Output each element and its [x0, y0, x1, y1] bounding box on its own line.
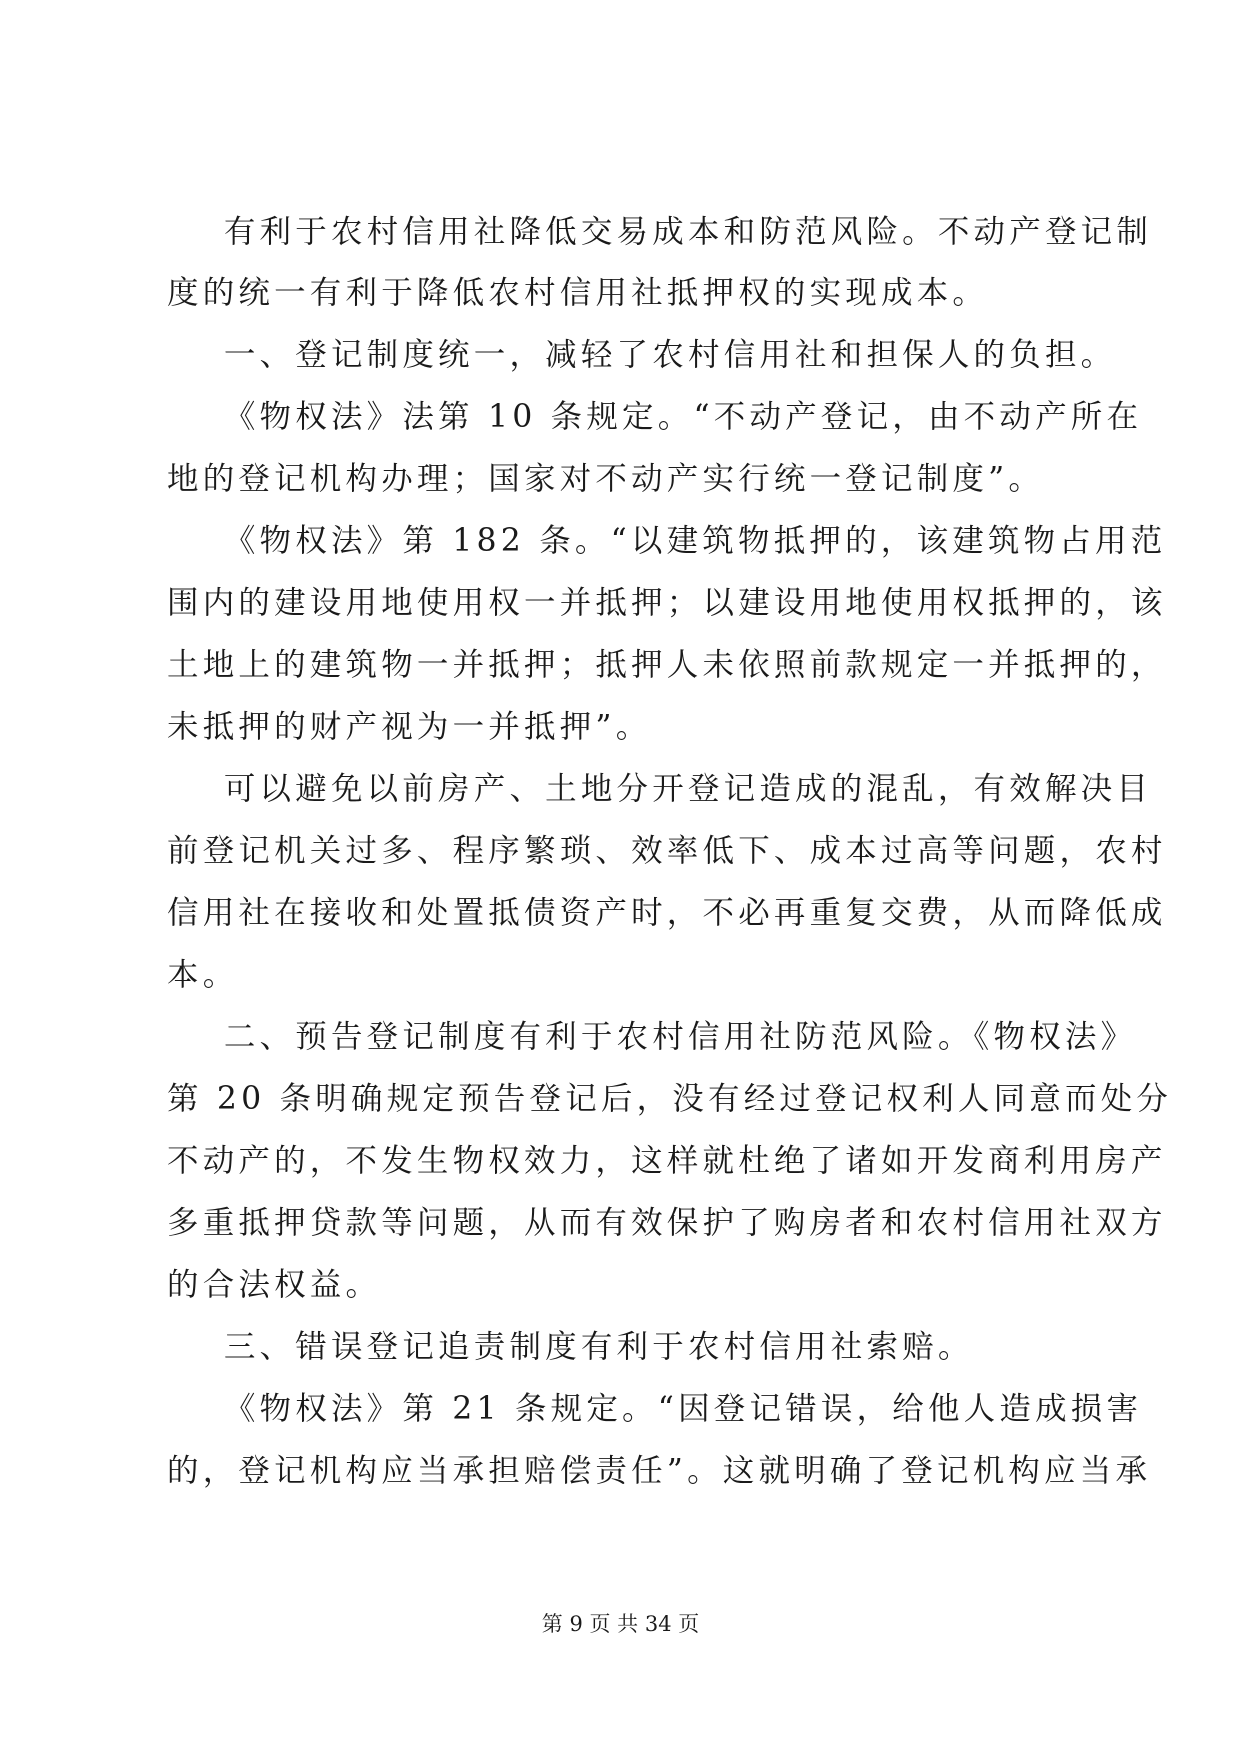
text-line-19: 三、错误登记追责制度有利于农村信用社索赔。 [167, 1329, 974, 1365]
text-line-12: 信用社在接收和处置抵债资产时，不必再重复交费，从而降低成 [167, 895, 1167, 931]
text-line-21: 的，登记机构应当承担赔偿责任”。这就明确了登记机构应当承 [167, 1453, 1152, 1489]
text-line-7: 围内的建设用地使用权一并抵押；以建设用地使用权抵押的，该 [167, 585, 1167, 621]
text-line-17: 多重抵押贷款等问题，从而有效保护了购房者和农村信用社双方 [167, 1205, 1167, 1241]
text-line-1: 有利于农村信用社降低交易成本和防范风险。不动产登记制 [167, 214, 1153, 250]
text-line-8: 土地上的建筑物一并抵押；抵押人未依照前款规定一并抵押的， [167, 647, 1167, 683]
text-line-14: 二、预告登记制度有利于农村信用社防范风险。《物权法》 [167, 1019, 1137, 1055]
page-number-footer: 第 9 页 共 34 页 [541, 1612, 700, 1636]
text-line-9: 未抵押的财产视为一并抵押”。 [167, 709, 652, 745]
text-line-10: 可以避免以前房产、土地分开登记造成的混乱，有效解决目 [167, 771, 1153, 807]
text-line-16: 不动产的，不发生物权效力，这样就杜绝了诸如开发商利用房产 [167, 1143, 1167, 1179]
text-line-15: 第 20 条明确规定预告登记后，没有经过登记权利人同意而处分 [167, 1081, 1173, 1117]
text-line-5: 地的登记机构办理；国家对不动产实行统一登记制度”。 [167, 461, 1045, 497]
text-line-20: 《物权法》第 21 条规定。“因登记错误，给他人造成损害 [167, 1391, 1143, 1427]
text-line-4: 《物权法》法第 10 条规定。“不动产登记，由不动产所在 [167, 399, 1143, 435]
text-line-6: 《物权法》第 182 条。“以建筑物抵押的，该建筑物占用范 [167, 523, 1167, 559]
text-line-18: 的合法权益。 [167, 1267, 382, 1303]
text-line-13: 本。 [167, 957, 239, 993]
text-line-11: 前登记机关过多、程序繁琐、效率低下、成本过高等问题，农村 [167, 833, 1167, 869]
text-line-3: 一、登记制度统一，减轻了农村信用社和担保人的负担。 [167, 337, 1117, 373]
text-line-2: 度的统一有利于降低农村信用社抵押权的实现成本。 [167, 275, 989, 311]
